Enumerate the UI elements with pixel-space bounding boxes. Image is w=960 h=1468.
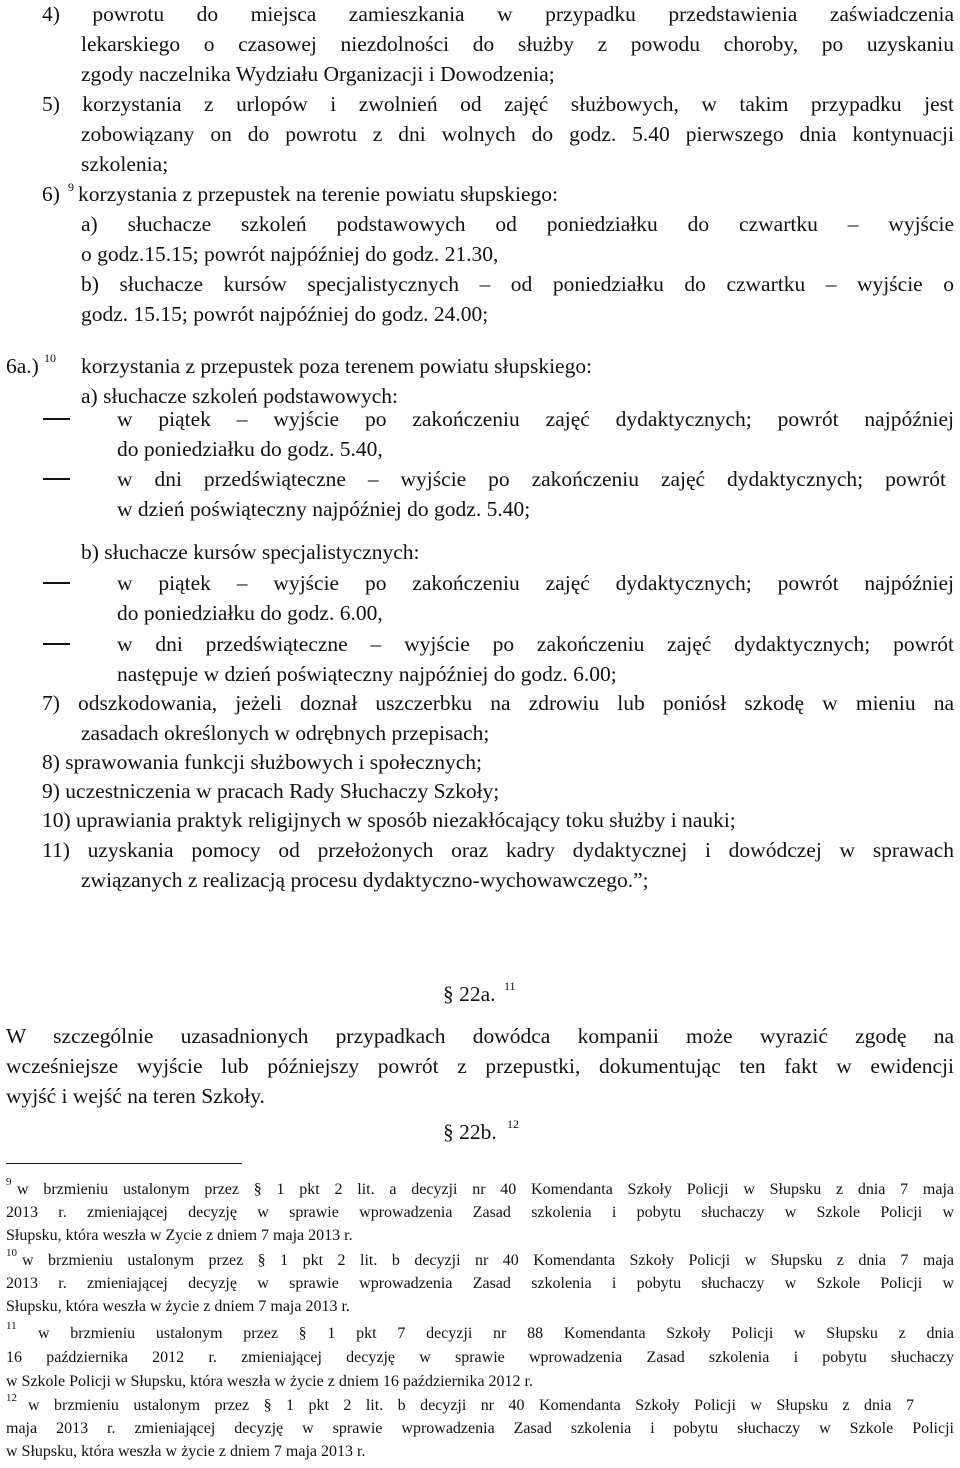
footnote-ref-10: 10 <box>44 351 56 365</box>
list-item-6b-sub-cont: godz. 15.15; powrót najpóźniej do godz. 24.00; <box>81 302 489 326</box>
footnote-12-cont: w Słupsku, która weszła w życie z dniem 7 maja 2013 r. <box>6 1443 366 1460</box>
bullet-item: w piątek – wyjście po zakończeniu zajęć dydaktycznych; powrót najpóźniej <box>117 571 954 595</box>
footnote-ref-12: 12 <box>507 1117 519 1131</box>
list-item-6a-sub-cont: o godz.15.15; powrót najpóźniej do godz. 21.30, <box>81 242 499 266</box>
list-item-11: 11) uzyskania pomocy od przełożonych oraz kadry dydaktycznej i dowódczej w sprawach <box>42 838 954 862</box>
paragraph-line: W szczególnie uzasadnionych przypadkach dowódca kompanii może wyrazić zgodę na <box>6 1024 954 1048</box>
footnote-number-11: 11 <box>6 1320 17 1332</box>
list-item-5-cont: zobowiązany on do powrotu z dni wolnych do godz. 5.40 pierwszego dnia kontynuacji <box>81 122 954 146</box>
footnote-10: w brzmieniu ustalonym przez § 1 pkt 2 lit. b decyzji nr 40 Komendanta Szkoły Policji w Słupsku z dnia 7 maja <box>22 1252 954 1269</box>
list-item-4-cont: lekarskiego o czasowej niezdolności do służby z powodu choroby, po uzyskaniu <box>81 32 954 56</box>
bullet-item-cont: do poniedziałku do godz. 5.40, <box>117 437 383 461</box>
footnote-number-12: 12 <box>6 1392 17 1404</box>
list-item-4: 4) powrotu do miejsca zamieszkania w przypadku przedstawienia zaświadczenia <box>42 2 954 26</box>
footnote-9-cont: 2013 r. zmieniającej decyzję w sprawie wprowadzenia Zasad szkolenia i pobytu słuchaczy w Szkole Policji w <box>6 1204 954 1221</box>
dash-bullet-icon <box>43 643 70 645</box>
list-item-9: 9) uczestniczenia w pracach Rady Słuchaczy Szkoły; <box>42 779 500 803</box>
bullet-item-cont: następuje w dzień poświąteczny najpóźniej do godz. 6.00; <box>117 662 617 686</box>
list-item-5: 5) korzystania z urlopów i zwolnień od zajęć służbowych, w takim przypadku jest <box>42 92 954 116</box>
footnote-separator <box>6 1163 242 1164</box>
footnote-10-cont: 2013 r. zmieniającej decyzję w sprawie wprowadzenia Zasad szkolenia i pobytu słuchaczy w Szkole Policji w <box>6 1275 954 1292</box>
bullet-item-cont: w dzień poświąteczny najpóźniej do godz. 5.40; <box>117 497 531 521</box>
list-item-7: 7) odszkodowania, jeżeli doznał uszczerbku na zdrowiu lub poniósł szkodę w mieniu na <box>42 691 954 715</box>
dash-bullet-icon <box>43 478 70 480</box>
footnote-9: w brzmieniu ustalonym przez § 1 pkt 2 lit. a decyzji nr 40 Komendanta Szkoły Policji w Słupsku z dnia 7 maja <box>17 1181 954 1198</box>
dash-bullet-icon <box>43 582 70 584</box>
dash-bullet-icon <box>43 418 70 420</box>
footnote-11-cont: 16 października 2012 r. zmieniającej decyzję w sprawie wprowadzenia Zasad szkolenia i pobytu słuchaczy <box>6 1349 954 1366</box>
sub-heading-a: a) słuchacze szkoleń podstawowych: <box>81 384 399 408</box>
bullet-item: w piątek – wyjście po zakończeniu zajęć dydaktycznych; powrót najpóźniej <box>117 407 954 431</box>
list-item-6: korzystania z przepustek na terenie powiatu słupskiego: <box>78 182 559 206</box>
list-item-10: 10) uprawiania praktyk religijnych w sposób niezakłócający toku służby i nauki; <box>42 808 736 832</box>
list-item-5-cont: szkolenia; <box>81 152 169 176</box>
list-item-6a: korzystania z przepustek poza terenem powiatu słupskiego: <box>81 354 593 378</box>
footnote-9-cont: Słupsku, która weszła w Zycie z dniem 7 maja 2013 r. <box>6 1227 353 1244</box>
list-item-7-cont: zasadach określonych w odrębnych przepisach; <box>81 721 490 745</box>
paragraph-line: wyjść i wejść na teren Szkoły. <box>6 1084 265 1108</box>
footnote-11: w brzmieniu ustalonym przez § 1 pkt 7 decyzji nr 88 Komendanta Szkoły Policji w Słupsku z dnia <box>38 1325 954 1342</box>
bullet-item: w dni przedświąteczne – wyjście po zakończeniu zajęć dydaktycznych; powrót <box>117 467 946 491</box>
footnote-10-cont: Słupsku, która weszła w życie z dniem 7 maja 2013 r. <box>6 1298 350 1315</box>
list-item-8: 8) sprawowania funkcji służbowych i społecznych; <box>42 750 483 774</box>
list-item-6b-sub: b) słuchacze kursów specjalistycznych – od poniedziałku do czwartku – wyjście o <box>81 272 954 296</box>
list-item-4-cont: zgody naczelnika Wydziału Organizacji i Dowodzenia; <box>81 62 555 86</box>
footnote-ref-9: 9 <box>68 180 74 194</box>
list-item-11-cont: związanych z realizacją procesu dydaktyczno-wychowawczego.”; <box>81 868 649 892</box>
footnote-12: w brzmieniu ustalonym przez § 1 pkt 2 lit. b decyzji nr 40 Komendanta Szkoły Policji w Słupsku z dnia 7 <box>28 1397 914 1414</box>
sub-heading-b: b) słuchacze kursów specjalistycznych: <box>81 540 420 564</box>
bullet-item: w dni przedświąteczne – wyjście po zakończeniu zajęć dydaktycznych; powrót <box>117 632 954 656</box>
footnote-number-10: 10 <box>6 1247 17 1259</box>
section-heading-22b: § 22b. <box>443 1120 497 1144</box>
footnote-12-cont: maja 2013 r. zmieniającej decyzję w sprawie wprowadzenia Zasad szkolenia i pobytu słuchaczy w Szkole Policji <box>6 1420 954 1437</box>
footnote-ref-11: 11 <box>504 979 516 993</box>
bullet-item-cont: do poniedziałku do godz. 6.00, <box>117 601 383 625</box>
list-item-6a-number: 6a.) <box>6 354 39 378</box>
list-item-6a-sub: a) słuchacze szkoleń podstawowych od poniedziałku do czwartku – wyjście <box>81 212 954 236</box>
section-heading-22a: § 22a. <box>443 982 496 1006</box>
footnote-number-9: 9 <box>6 1176 12 1188</box>
list-item-6-number: 6) <box>42 182 60 206</box>
paragraph-line: wcześniejsze wyjście lub późniejszy powrót z przepustki, dokumentując ten fakt w ewidencji <box>6 1054 954 1078</box>
footnote-11-cont: w Szkole Policji w Słupsku, która weszła w życie z dniem 16 października 2012 r. <box>6 1373 533 1390</box>
